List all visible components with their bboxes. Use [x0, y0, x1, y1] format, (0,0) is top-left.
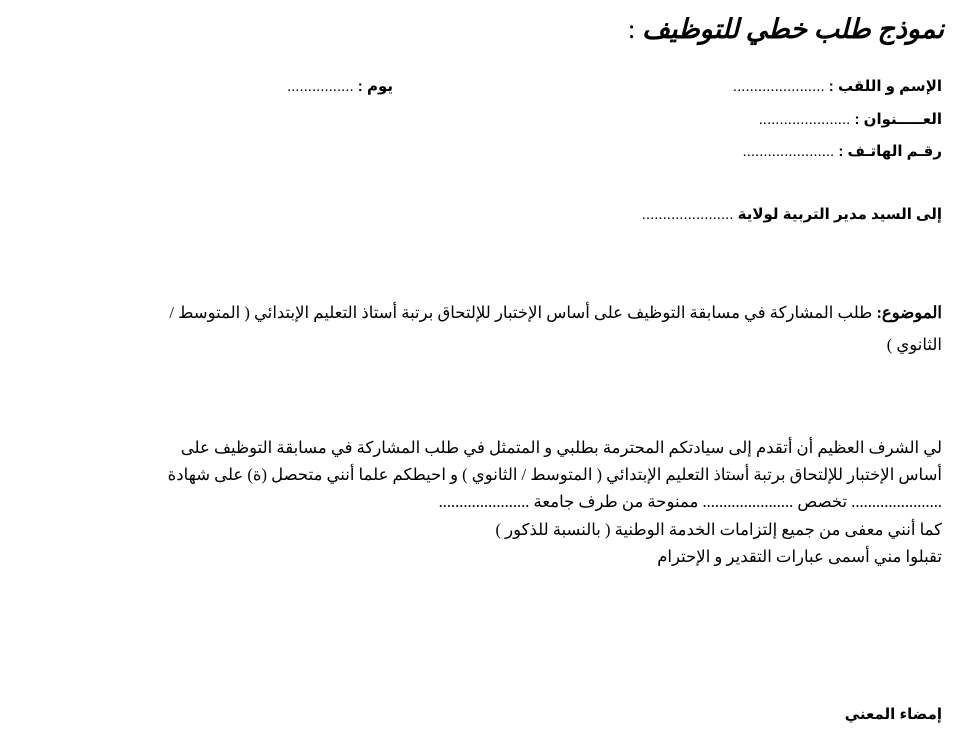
phone-label: رقـم الهاتـف :: [838, 143, 942, 160]
address-field: [759, 110, 942, 128]
subject-label: الموضوع:: [876, 303, 942, 322]
subject-line-2: الثانوي ): [886, 335, 942, 354]
title-colon: :: [627, 14, 643, 44]
recipient-line: [642, 205, 942, 223]
recipient-dots: ......................: [641, 206, 738, 223]
name-field: [733, 77, 942, 95]
recipient-label: إلى السيد مدير التربية لولاية: [737, 206, 942, 223]
body-line-3: ...................... تخصص ...................... ممنوحة من طرف جامعة ......................: [438, 492, 942, 511]
subject-text: طلب المشاركة في مسابقة التوظيف على أساس الإختبار للإلتحاق برتبة أستاذ التعليم الإبتدائي ( المتوسط /: [169, 303, 877, 322]
body-line-4: كما أنني معفى من جميع إلتزامات الخدمة الوطنية ( بالنسبة للذكور ): [495, 520, 942, 539]
body-line-2: أساس الإختبار للإلتحاق برتبة أستاذ التعليم الإبتدائي ( المتوسط / الثانوي ) و احيطكم علما أنني متحصل (ة) على شهادة: [167, 465, 942, 484]
day-label: يوم :: [357, 78, 393, 95]
day-dots: ................: [286, 78, 358, 95]
name-dots: ......................: [732, 78, 829, 95]
signature-label: إمضاء المعني: [844, 706, 942, 723]
address-label: العـــــنوان :: [854, 111, 942, 128]
phone-dots: ......................: [742, 143, 839, 160]
page-title: [628, 14, 944, 45]
body-line-1: لي الشرف العظيم أن أتقدم إلى سيادتكم المحترمة بطلبي و المتمثل في طلب المشاركة في مسابقة التوظيف على: [180, 438, 942, 457]
address-dots: ......................: [758, 111, 855, 128]
body-line-5: تقبلوا مني أسمى عبارات التقدير و الإحترام: [657, 547, 942, 566]
title-text: نموذج طلب خطي للتوظيف: [642, 14, 944, 44]
phone-field: [743, 142, 942, 160]
day-field: [287, 77, 393, 95]
subject-line-1: [169, 303, 942, 323]
name-label: الإسم و اللقب :: [828, 78, 942, 95]
